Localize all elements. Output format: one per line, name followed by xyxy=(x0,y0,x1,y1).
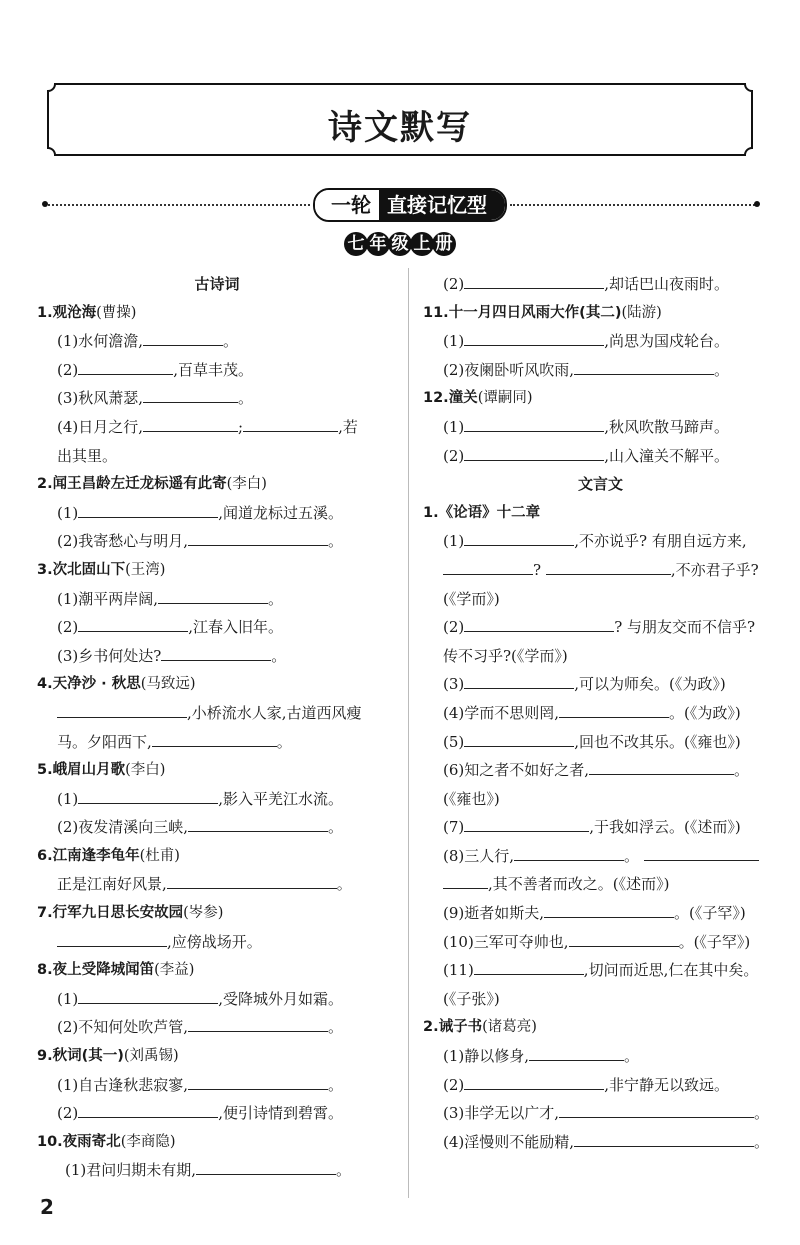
question-text: (3)非学无以广才, xyxy=(443,1104,560,1123)
question-text: ,闻道龙标过五溪。 xyxy=(218,503,344,522)
question-line xyxy=(37,384,397,413)
answer-blank[interactable] xyxy=(464,613,614,632)
poem-author: (李白) xyxy=(125,762,166,779)
poem-title: 峨眉山月歌 xyxy=(52,762,126,779)
poem-heading xyxy=(423,499,778,528)
question-text: (2)夜发清溪向三峡, xyxy=(57,818,189,837)
question-text: (3) xyxy=(443,675,465,694)
answer-blank[interactable] xyxy=(464,413,604,432)
answer-blank[interactable] xyxy=(464,527,574,546)
answer-blank[interactable] xyxy=(589,756,734,775)
question-text: (1) xyxy=(57,503,79,522)
answer-blank[interactable] xyxy=(78,613,188,632)
item-number: 1. xyxy=(37,304,53,321)
question-text: (1) xyxy=(443,332,465,351)
question-line xyxy=(37,499,397,528)
section-heading: 文言文 xyxy=(577,475,623,494)
answer-blank[interactable] xyxy=(464,813,589,832)
poem-heading xyxy=(423,1013,778,1042)
question-text: (1) xyxy=(57,989,79,1008)
question-text: (5) xyxy=(443,732,465,751)
question-text: (2) xyxy=(57,618,79,637)
answer-blank[interactable] xyxy=(559,699,669,718)
grade-char: 年 xyxy=(366,232,390,256)
poem-heading xyxy=(37,556,397,585)
question-line xyxy=(37,1156,397,1185)
question-text: 。 xyxy=(734,761,750,780)
question-line xyxy=(423,670,778,699)
poem-title: 夜上受降城闻笛 xyxy=(52,962,155,979)
question-text: (8)三人行, xyxy=(443,846,515,865)
question-text: (2)夜阑卧听风吹雨, xyxy=(443,360,575,379)
question-text: ,不亦说乎? 有朋自远方来, xyxy=(574,532,747,551)
question-line xyxy=(37,1071,397,1100)
answer-blank[interactable] xyxy=(152,728,277,747)
question-text: ,却话巴山夜雨时。 xyxy=(604,275,730,293)
poem-author: (李商隐) xyxy=(120,1133,176,1150)
question-text: (1)静以修身, xyxy=(443,1047,530,1066)
poem-heading xyxy=(423,299,778,328)
question-text: ,影入平羌江水流。 xyxy=(218,789,344,808)
question-text: (1) xyxy=(443,532,465,551)
question-text: (9)逝者如斯夫, xyxy=(443,904,545,923)
question-text: 。 xyxy=(268,589,284,608)
question-text: 。 xyxy=(336,875,352,894)
poem-title: 《论语》十二章 xyxy=(438,504,541,521)
question-line xyxy=(423,442,778,471)
poem-author: (曹操) xyxy=(96,304,137,321)
question-text: (4)淫慢则不能励精, xyxy=(443,1132,575,1151)
item-number: 3. xyxy=(37,561,53,578)
question-text: 。(《为政》) xyxy=(669,703,741,722)
question-text: 传不习乎?(《学而》) xyxy=(443,646,568,665)
grade-label xyxy=(344,232,454,256)
question-text: 。 xyxy=(336,1161,352,1180)
poem-heading xyxy=(37,1042,397,1071)
question-text: ,非宁静无以致远。 xyxy=(604,1075,730,1094)
question-text: ,尚思为国戍轮台。 xyxy=(604,332,730,351)
poem-title: 行军九日思长安故园 xyxy=(52,905,184,922)
poem-title: 潼关 xyxy=(448,390,478,407)
question-text: (6)知之者不如好之者, xyxy=(443,761,590,780)
answer-blank[interactable] xyxy=(143,327,223,346)
question-line xyxy=(423,785,778,814)
question-text: (4)日月之行, xyxy=(57,417,144,436)
poem-heading xyxy=(37,756,397,785)
question-text: ,山入潼关不解平。 xyxy=(604,446,730,465)
question-text: 。 xyxy=(271,646,287,665)
question-line xyxy=(423,527,778,556)
question-line xyxy=(423,728,778,757)
item-number: 7. xyxy=(37,905,53,922)
page-number: 2 xyxy=(40,1195,54,1219)
question-line xyxy=(423,585,778,614)
answer-blank[interactable] xyxy=(196,1156,336,1175)
question-line xyxy=(423,1042,778,1071)
poem-author: (李白) xyxy=(226,476,267,493)
question-line xyxy=(423,556,778,585)
section-heading-poetry: 古诗词 xyxy=(194,275,240,293)
answer-blank[interactable] xyxy=(464,1071,604,1090)
poem-author: (岑参) xyxy=(183,905,224,922)
answer-blank[interactable] xyxy=(443,556,533,575)
question-text: (1) xyxy=(57,789,79,808)
question-text: (1)自古逢秋悲寂寥, xyxy=(57,1075,189,1094)
question-text: ,其不善者而改之。(《述而》) xyxy=(488,875,670,894)
question-line xyxy=(37,585,397,614)
answer-blank[interactable] xyxy=(78,985,218,1004)
question-text: 。(《子罕》) xyxy=(674,904,746,923)
answer-blank[interactable] xyxy=(158,585,268,604)
poem-author: (谭嗣同) xyxy=(477,390,533,407)
item-number: 2. xyxy=(37,476,53,493)
question-line xyxy=(423,756,778,785)
question-text: ? 与朋友交而不信乎? xyxy=(614,618,756,637)
badge-round-label: 一轮 xyxy=(315,190,379,220)
answer-blank[interactable] xyxy=(188,527,328,546)
dotline-end-right xyxy=(754,201,760,207)
item-number: 8. xyxy=(37,962,53,979)
question-line xyxy=(423,699,778,728)
question-line xyxy=(423,270,778,299)
question-text: (2) xyxy=(443,275,465,293)
column-divider xyxy=(408,268,409,1198)
question-text: ; xyxy=(238,417,244,436)
poem-heading xyxy=(37,956,397,985)
question-text: 。 xyxy=(328,818,344,837)
answer-blank[interactable] xyxy=(188,1013,328,1032)
answer-blank[interactable] xyxy=(464,270,604,289)
question-line xyxy=(37,870,397,899)
question-line xyxy=(37,985,397,1014)
question-text: ,回也不改其乐。(《雍也》) xyxy=(574,732,741,751)
poem-heading xyxy=(37,299,397,328)
answer-blank[interactable] xyxy=(78,1099,218,1118)
question-text: 。 xyxy=(238,389,254,408)
poem-author: (诸葛亮) xyxy=(482,1019,537,1036)
round-badge xyxy=(313,188,507,222)
question-line xyxy=(37,1013,397,1042)
question-line xyxy=(423,642,778,671)
question-text: 。 xyxy=(714,360,730,379)
answer-blank[interactable] xyxy=(559,1099,754,1118)
question-text: (《子张》) xyxy=(443,989,500,1008)
question-text: (2) xyxy=(443,446,465,465)
question-text: ,应傍战场开。 xyxy=(167,932,262,951)
item-number: 4. xyxy=(37,676,53,693)
question-line xyxy=(423,1071,778,1100)
dotline-left xyxy=(48,204,310,206)
poem-title: 闻王昌龄左迁龙标遥有此寄 xyxy=(52,476,227,493)
question-text: ,小桥流水人家,古道西风瘦 xyxy=(187,703,362,722)
item-number: 10. xyxy=(37,1133,63,1150)
answer-blank[interactable] xyxy=(243,413,338,432)
item-number: 5. xyxy=(37,762,53,779)
answer-blank[interactable] xyxy=(464,442,604,461)
question-text: (2)不知何处吹芦管, xyxy=(57,1018,189,1037)
answer-blank[interactable] xyxy=(574,356,714,375)
poem-heading xyxy=(37,842,397,871)
question-line xyxy=(423,613,778,642)
poem-title: 秋词(其一) xyxy=(52,1048,124,1065)
poem-heading xyxy=(37,670,397,699)
answer-blank[interactable] xyxy=(143,413,238,432)
grade-char: 上 xyxy=(410,232,434,256)
question-line xyxy=(37,699,397,728)
poem-heading xyxy=(37,899,397,928)
poem-author: (王湾) xyxy=(125,561,166,578)
question-text: 正是江南好风景, xyxy=(57,875,167,894)
item-number: 11. xyxy=(423,304,449,321)
answer-blank[interactable] xyxy=(544,899,674,918)
answer-blank[interactable] xyxy=(464,327,604,346)
answer-blank[interactable] xyxy=(443,870,488,889)
answer-blank[interactable] xyxy=(514,842,624,861)
poem-heading xyxy=(37,470,397,499)
question-line xyxy=(37,642,397,671)
dotline-right xyxy=(510,204,755,206)
question-text: ,便引诗情到碧霄。 xyxy=(218,1104,344,1123)
answer-blank[interactable] xyxy=(57,928,167,947)
item-number: 12. xyxy=(423,390,449,407)
question-text: (2) xyxy=(443,1075,465,1094)
question-text: (2) xyxy=(57,360,79,379)
poem-title: 观沧海 xyxy=(52,304,97,321)
grade-char: 七 xyxy=(344,232,368,256)
question-text: (2) xyxy=(57,1104,79,1123)
badge-type-label: 直接记忆型 xyxy=(379,190,505,220)
question-text: ,于我如浮云。(《述而》) xyxy=(589,818,741,837)
question-line xyxy=(423,1099,778,1128)
question-line xyxy=(423,327,778,356)
question-text: (2)我寄愁心与明月, xyxy=(57,532,189,551)
question-text: ,秋风吹散马蹄声。 xyxy=(604,417,730,436)
question-text: (2) xyxy=(443,618,465,637)
question-line xyxy=(423,356,778,385)
question-text: 。(《子罕》) xyxy=(678,932,751,951)
question-text: (7) xyxy=(443,818,465,837)
answer-blank[interactable] xyxy=(167,870,337,889)
question-text: ,可以为师矣。(《为政》) xyxy=(574,675,726,694)
question-text: (4)学而不思则罔, xyxy=(443,703,560,722)
question-text: ,若 xyxy=(338,417,358,436)
question-text: (10)三军可夺帅也, xyxy=(443,932,569,951)
question-line xyxy=(423,413,778,442)
question-line xyxy=(423,899,778,928)
question-line xyxy=(37,928,397,957)
question-text: (《雍也》) xyxy=(443,789,500,808)
question-line xyxy=(37,785,397,814)
question-text: (1)君问归期未有期, xyxy=(65,1161,197,1180)
question-line xyxy=(423,870,778,899)
poem-author: (刘禹锡) xyxy=(123,1048,179,1065)
question-line xyxy=(423,956,778,985)
question-text: (11) xyxy=(443,961,474,980)
question-line xyxy=(37,442,397,471)
answer-blank[interactable] xyxy=(529,1042,624,1061)
question-text: ,切问而近思,仁在其中矣。 xyxy=(583,961,759,980)
question-text: 。 xyxy=(624,846,644,865)
question-text: (3)秋风萧瑟, xyxy=(57,389,144,408)
page-title: 诗文默写 xyxy=(328,108,472,148)
poem-author: (李益) xyxy=(154,962,195,979)
question-text: 。 xyxy=(223,332,239,351)
question-line xyxy=(37,1099,397,1128)
answer-blank[interactable] xyxy=(161,642,271,661)
poem-author: (马致远) xyxy=(140,676,196,693)
question-text: ,不亦君子乎? xyxy=(670,560,759,579)
question-line xyxy=(37,356,397,385)
poem-title: 江南逢李龟年 xyxy=(52,847,140,864)
answer-blank[interactable] xyxy=(78,356,173,375)
question-text: (1) xyxy=(443,417,465,436)
question-text: 。 xyxy=(328,532,344,551)
answer-blank[interactable] xyxy=(143,384,238,403)
poem-heading xyxy=(37,1128,397,1157)
answer-blank[interactable] xyxy=(188,813,328,832)
item-number: 1. xyxy=(423,504,439,521)
question-line xyxy=(423,842,778,871)
poem-title: 十一月四日风雨大作(其二) xyxy=(448,304,622,321)
answer-blank[interactable] xyxy=(546,556,671,575)
question-text: (1)水何澹澹, xyxy=(57,332,144,351)
answer-blank[interactable] xyxy=(57,699,187,718)
question-line xyxy=(37,813,397,842)
question-text: 。 xyxy=(276,732,292,751)
item-number: 9. xyxy=(37,1048,53,1065)
right-column xyxy=(423,270,778,1156)
question-text: ,百草丰茂。 xyxy=(173,360,254,379)
poem-heading xyxy=(423,384,778,413)
question-text: (3)乡书何处达? xyxy=(57,646,162,665)
poem-title: 夜雨寄北 xyxy=(62,1133,121,1150)
poem-author: (杜甫) xyxy=(139,847,180,864)
answer-blank[interactable] xyxy=(569,928,679,947)
poem-title: 天净沙 · 秋思 xyxy=(52,676,141,693)
question-line xyxy=(423,985,778,1014)
question-line xyxy=(37,728,397,757)
question-text: (1)潮平两岸阔, xyxy=(57,589,159,608)
answer-blank[interactable] xyxy=(78,499,218,518)
question-text: 马。夕阳西下, xyxy=(57,732,152,751)
question-text: ,江春入旧年。 xyxy=(188,618,284,637)
question-line xyxy=(37,613,397,642)
answer-blank[interactable] xyxy=(464,670,574,689)
grade-char: 级 xyxy=(388,232,412,256)
question-line xyxy=(37,527,397,556)
answer-blank[interactable] xyxy=(188,1071,328,1090)
question-line xyxy=(423,1128,778,1157)
answer-blank[interactable] xyxy=(464,728,574,747)
item-number: 2. xyxy=(423,1019,439,1036)
question-text: 。 xyxy=(754,1132,770,1151)
question-text: ,受降城外月如霜。 xyxy=(218,989,344,1008)
question-line xyxy=(423,928,778,957)
grade-char: 册 xyxy=(432,232,456,256)
page-title-box xyxy=(47,83,753,156)
poem-title: 次北固山下 xyxy=(52,561,126,578)
answer-blank[interactable] xyxy=(574,1128,754,1147)
question-text: ? xyxy=(533,560,546,579)
item-number: 6. xyxy=(37,847,53,864)
question-text: 出其里。 xyxy=(57,446,118,465)
question-text: 。 xyxy=(754,1104,770,1123)
answer-blank[interactable] xyxy=(644,842,759,861)
answer-blank[interactable] xyxy=(78,785,218,804)
question-line xyxy=(423,813,778,842)
left-column xyxy=(37,270,397,1185)
poem-author: (陆游) xyxy=(621,304,662,321)
question-text: (《学而》) xyxy=(443,589,500,608)
question-text: 。 xyxy=(624,1047,640,1066)
question-line xyxy=(37,413,397,442)
question-text: 。 xyxy=(328,1075,344,1094)
answer-blank[interactable] xyxy=(474,956,584,975)
question-text: 。 xyxy=(328,1018,344,1037)
poem-title: 诫子书 xyxy=(438,1019,483,1036)
question-line xyxy=(37,327,397,356)
